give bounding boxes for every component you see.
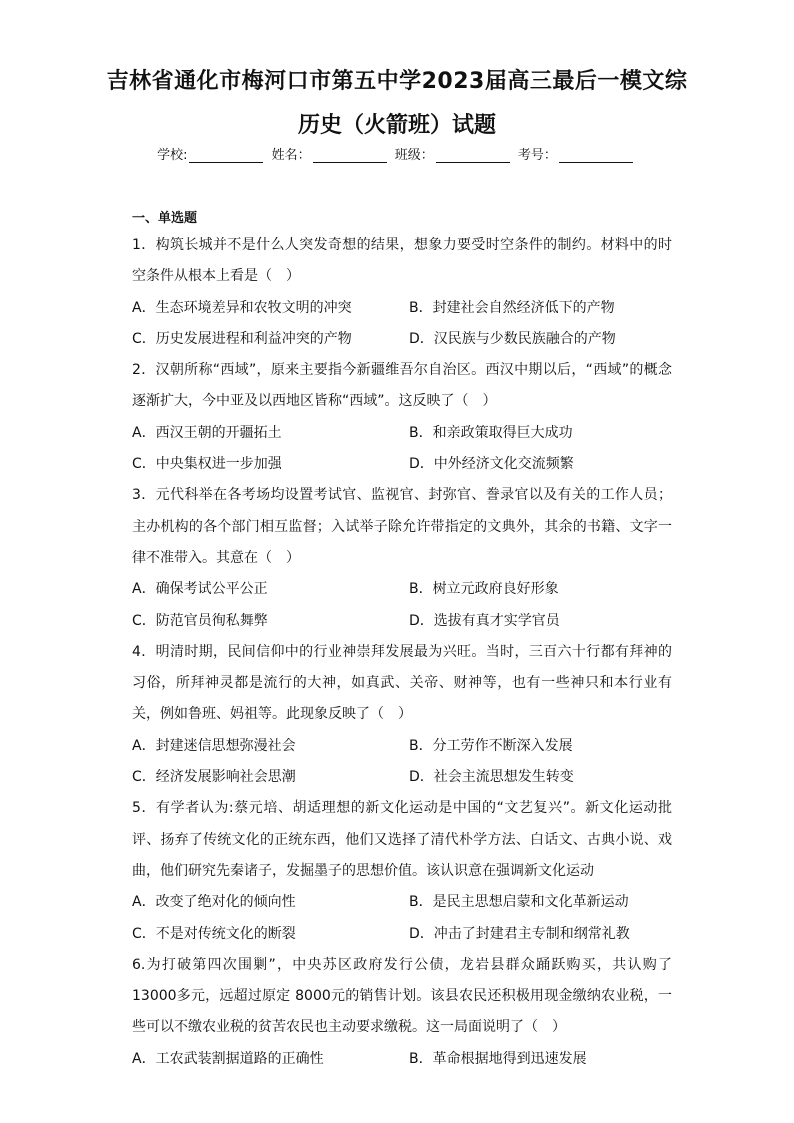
exam-number-blank[interactable] <box>559 148 633 163</box>
question-stem: 5．有学者认为:蔡元培、胡适理想的新文化运动是中国的“文艺复兴”。新文化运动批评、扬弃了传统文化的正统东西，他们又选择了清代朴学方法、白话文、古典小说、戏曲，他们研究先秦诸子，发掘墨子的思想价值。该认识意在强调新文化运动 <box>132 800 672 879</box>
option-d: D．冲击了封建君主专制和纲常礼教 <box>409 925 630 942</box>
option-c: C．中央集权进一步加强 <box>132 456 282 473</box>
option-b: B．树立元政府良好形象 <box>409 581 559 598</box>
option-d: D．中外经济文化交流频繁 <box>409 456 574 473</box>
question-stem: 3．元代科举在各考场均设置考试官、监视官、封弥官、誊录官以及有关的工作人员；主办机构的各个部门相互监督；入试举子除允许带指定的文典外，其余的书籍、文字一律不准带入。其意在（ ） <box>132 487 672 566</box>
student-info-line <box>0 144 794 163</box>
option-a: A．确保考试公平公正 <box>132 581 268 598</box>
option-a: A．生态环境差异和农牧文明的冲突 <box>132 299 352 316</box>
option-d: D．选拔有真才实学官员 <box>409 612 560 629</box>
option-c: C．历史发展进程和利益冲突的产物 <box>132 330 352 347</box>
option-a: A．工农武装割据道路的正确性 <box>132 1050 324 1067</box>
options-grid <box>132 731 672 794</box>
options-grid <box>132 887 672 950</box>
exam-number-label: 考号： <box>517 148 557 163</box>
class-label: 班级： <box>394 148 434 163</box>
exam-title: 吉林省通化市梅河口市第五中学2023届高三最后一模文综 <box>106 69 688 94</box>
options-grid <box>132 418 672 481</box>
option-b: B．革命根据地得到迅速发展 <box>409 1050 587 1067</box>
question-5 <box>132 793 672 949</box>
option-a: A．西汉王朝的开疆拓土 <box>132 424 282 441</box>
question-2 <box>132 355 672 480</box>
question-stem: 2．汉朝所称“西域”，原来主要指今新疆维吾尔自治区。西汉中期以后，“西域”的概念逐渐扩大，今中亚及以西地区皆称“西域”。这反映了（ ） <box>132 362 672 410</box>
options-grid <box>132 574 672 637</box>
options-grid <box>132 293 672 356</box>
question-stem: 6.为打破第四次围剿”，中央苏区政府发行公债，龙岩县群众踊跃购买，共认购了 13000多元，远超过原定 8000元的销售计划。该县农民还积极用现金缴纳农业税，一些可以不缴农业税的贫苦农民也主动要求缴税。这一局面说明了（ ） <box>132 956 672 1036</box>
question-4 <box>132 637 672 793</box>
section-title: 一、单选题 <box>132 211 198 226</box>
school-blank[interactable] <box>189 148 263 163</box>
name-blank[interactable] <box>313 148 387 163</box>
name-label: 姓名： <box>271 148 311 163</box>
questions-list <box>132 230 672 1075</box>
option-b: B．封建社会自然经济低下的产物 <box>409 299 615 316</box>
question-6 <box>132 950 672 1075</box>
option-c: C．不是对传统文化的断裂 <box>132 925 296 942</box>
question-1 <box>132 230 672 355</box>
options-grid <box>132 1044 672 1075</box>
question-stem: 4．明清时期，民间信仰中的行业神崇拜发展最为兴旺。当时，三百六十行都有拜神的习俗，所拜神灵都是流行的大神，如真武、关帝、财神等，也有一些神只和本行业有关，例如鲁班、妈祖等。此现象反映了（ ） <box>132 643 672 723</box>
option-b: B．分工劳作不断深入发展 <box>409 737 573 754</box>
option-c: C．经济发展影响社会思潮 <box>132 769 296 786</box>
option-a: A．改变了绝对化的倾向性 <box>132 894 296 911</box>
question-3 <box>132 480 672 636</box>
option-d: D．汉民族与少数民族融合的产物 <box>409 330 616 347</box>
class-blank[interactable] <box>436 148 510 163</box>
school-label: 学校: <box>157 148 188 163</box>
option-a: A．封建迷信思想弥漫社会 <box>132 737 296 754</box>
question-stem: 1．构筑长城并不是什么人突发奇想的结果，想象力要受时空条件的制约。材料中的时空条件从根本上看是（ ） <box>132 237 672 285</box>
option-b: B．和亲政策取得巨大成功 <box>409 424 573 441</box>
option-b: B．是民主思想启蒙和文化革新运动 <box>409 894 629 911</box>
option-d: D．社会主流思想发生转变 <box>409 769 574 786</box>
exam-subtitle: 历史（火箭班）试题 <box>297 113 496 138</box>
option-c: C．防范官员徇私舞弊 <box>132 612 268 629</box>
